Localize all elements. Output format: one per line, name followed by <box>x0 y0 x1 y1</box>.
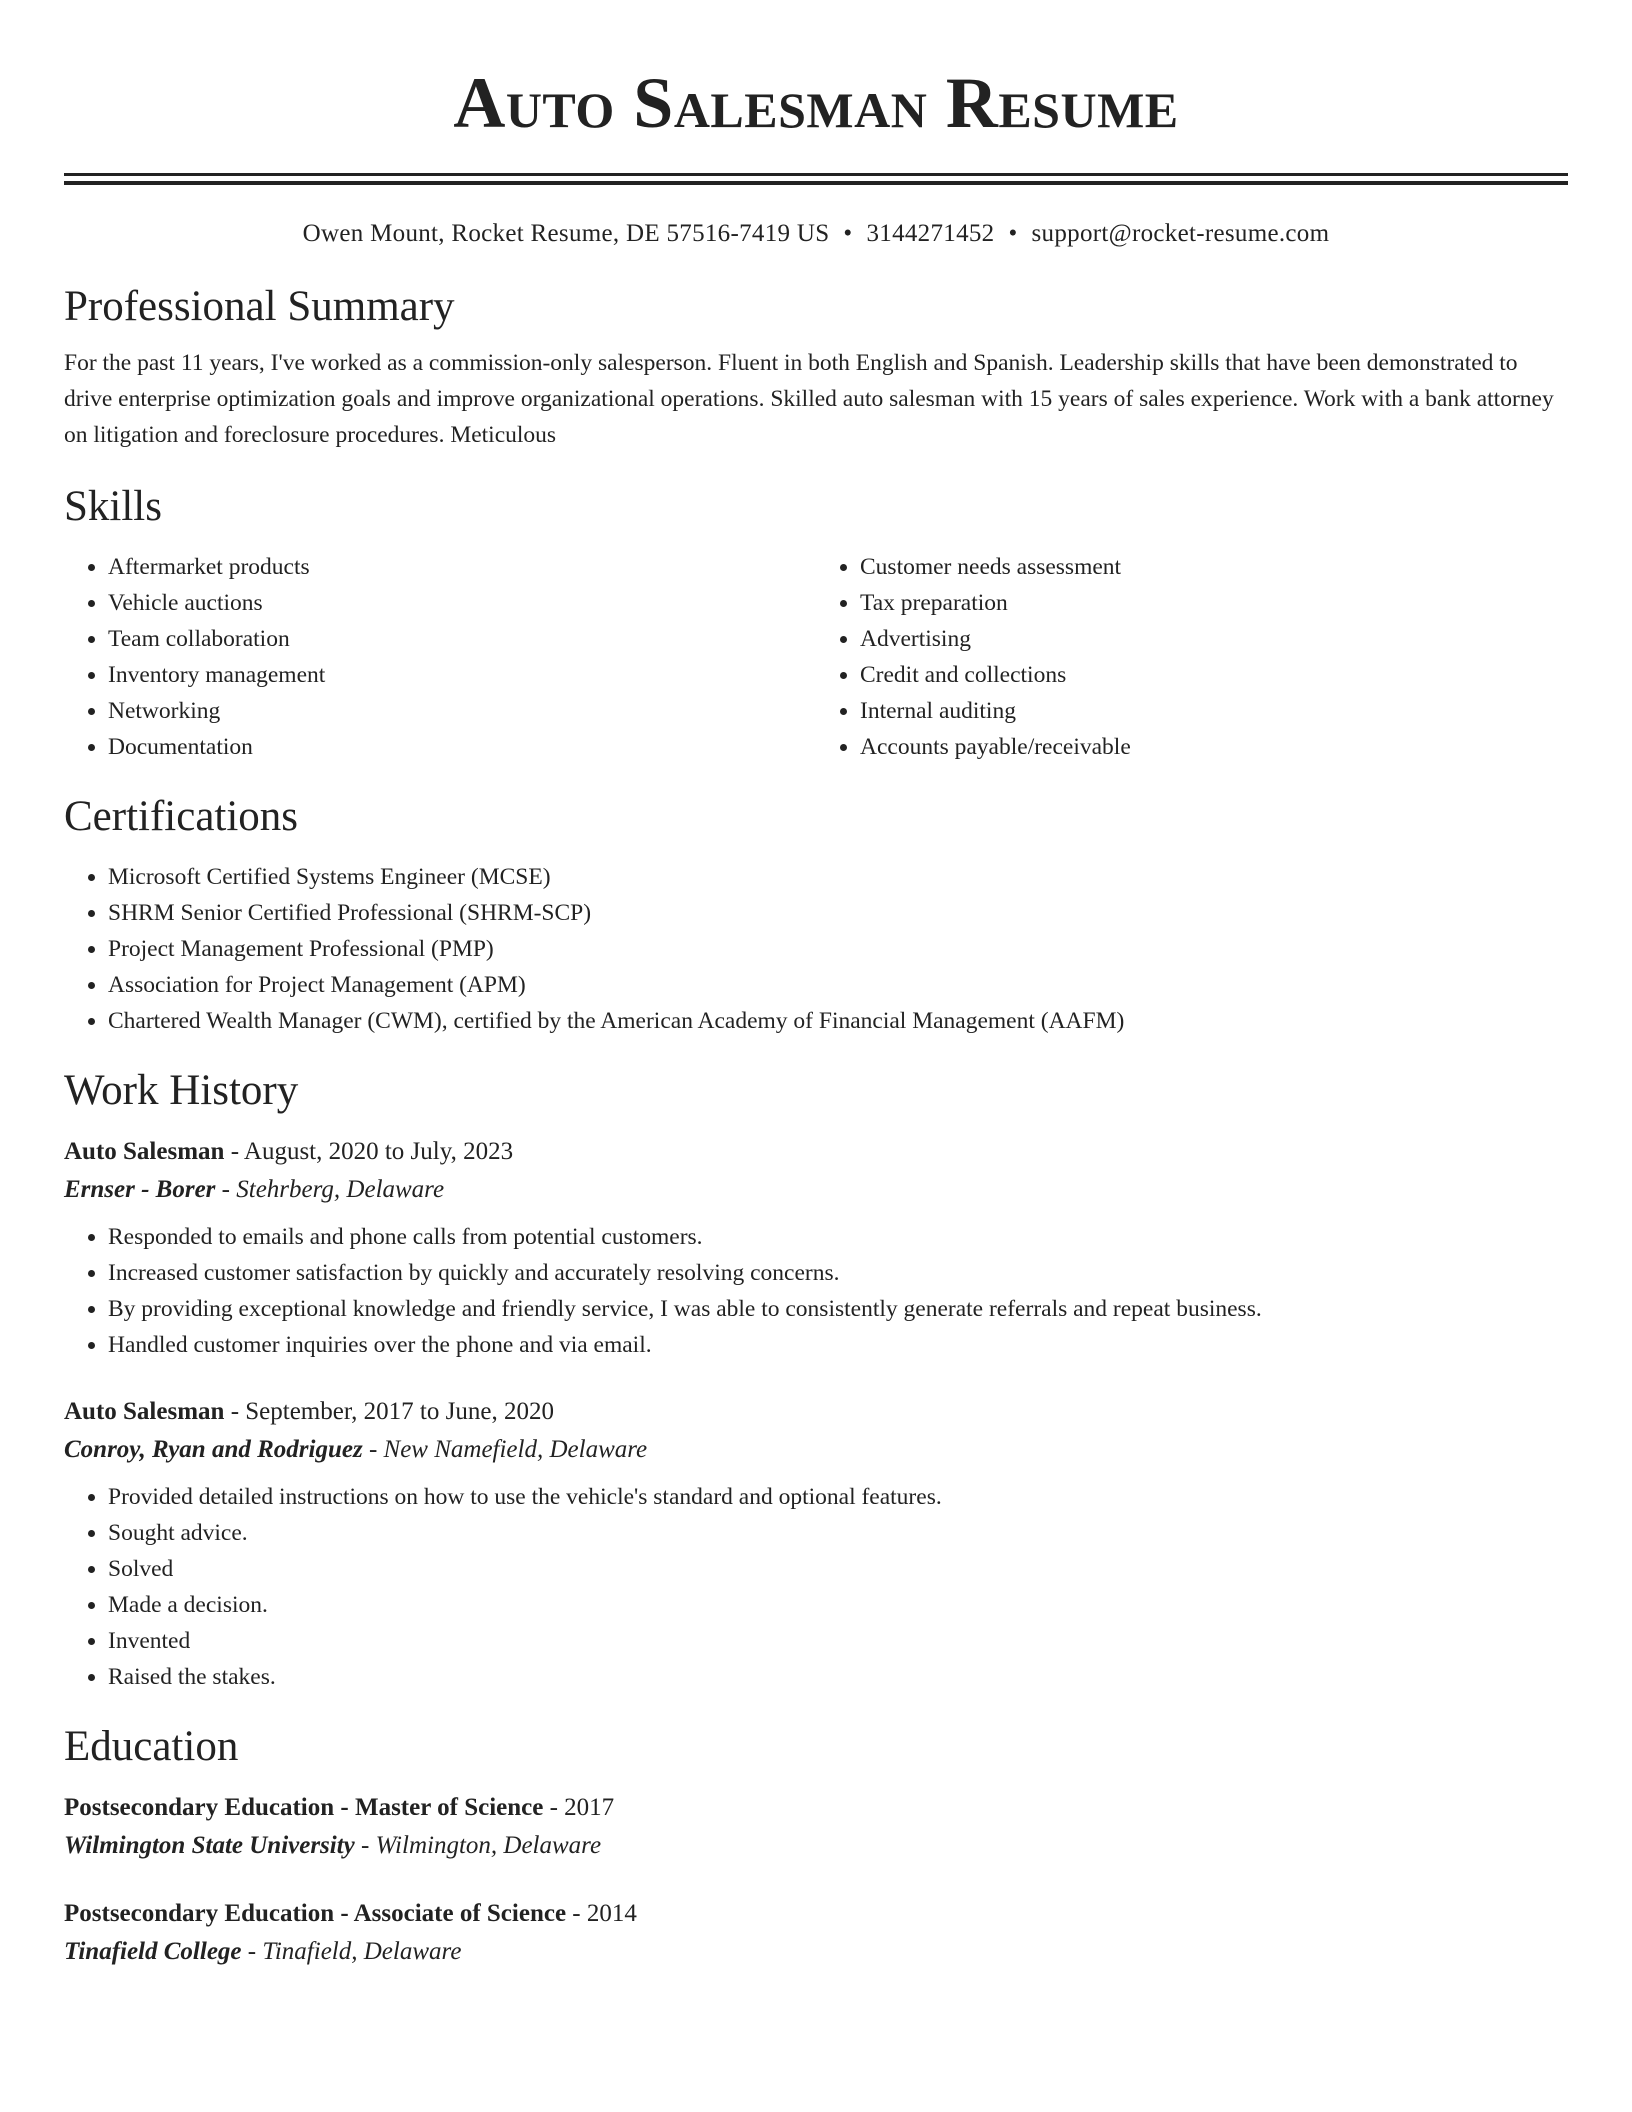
job-dates: - August, 2020 to July, 2023 <box>224 1138 514 1165</box>
job-company: Ernser - Borer <box>64 1176 216 1203</box>
job-duty-item: • Raised the stakes. <box>108 1659 1568 1695</box>
skills-list-right <box>816 549 1568 765</box>
certifications-heading: Certifications <box>64 793 299 840</box>
summary-section <box>64 279 1568 453</box>
skills-list-left <box>64 549 816 765</box>
skills-grid <box>64 549 1568 765</box>
job-duty-item: • Solved <box>108 1551 1568 1587</box>
contact-address: Owen Mount, Rocket Resume, DE 57516-7419 US <box>302 220 830 247</box>
certifications-section <box>64 789 1568 1039</box>
certification-item: • Chartered Wealth Manager (CWM), certified by the American Academy of Financial Management (AAFM) <box>108 1003 1568 1039</box>
contact-separator: • <box>843 220 853 247</box>
job-title-line <box>64 1133 1568 1171</box>
job-duty-item: • Invented <box>108 1623 1568 1659</box>
education-degree-line <box>64 1789 1568 1827</box>
skill-item: • Networking <box>108 693 816 729</box>
skill-item: • Tax preparation <box>860 585 1568 621</box>
skill-item: • Team collaboration <box>108 621 816 657</box>
skill-item: • Advertising <box>860 621 1568 657</box>
job-company-line <box>64 1171 1568 1209</box>
skill-item: • Customer needs assessment <box>860 549 1568 585</box>
job-duty-item: • Responded to emails and phone calls from potential customers. <box>108 1219 1568 1255</box>
summary-heading: Professional Summary <box>64 283 455 330</box>
job-duty-item: • Increased customer satisfaction by quickly and accurately resolving concerns. <box>108 1255 1568 1291</box>
summary-text: For the past 11 years, I've worked as a commission-only salesperson. Fluent in both English and Spanish. Leadership skills that have been demonstrated to drive enterprise optimization goals and improve organizational operations. Skilled auto salesman with 15 years of sales experience. Work with a bank attorney on litigation and foreclosure procedures. Meticulous <box>64 350 1554 448</box>
education-year: - 2017 <box>543 1794 615 1821</box>
job-duty-item: • Handled customer inquiries over the phone and via email. <box>108 1327 1568 1363</box>
certifications-list <box>64 859 1568 1039</box>
job-entry <box>64 1133 1568 1363</box>
job-dates: - September, 2017 to June, 2020 <box>224 1398 554 1425</box>
education-entry <box>64 1789 1568 1865</box>
contact-phone: 3144271452 <box>866 220 995 247</box>
work-history-section <box>64 1063 1568 1695</box>
skills-heading: Skills <box>64 483 162 530</box>
education-school-line <box>64 1827 1568 1865</box>
skills-section <box>64 479 1568 765</box>
education-degree: Postsecondary Education - Master of Science <box>64 1794 544 1821</box>
job-title: Auto Salesman <box>64 1138 225 1165</box>
education-heading: Education <box>64 1723 239 1770</box>
job-duties-list <box>64 1219 1568 1363</box>
job-duty-item: • Sought advice. <box>108 1515 1568 1551</box>
skill-item: • Inventory management <box>108 657 816 693</box>
education-school: Tinafield College <box>64 1938 242 1965</box>
skill-item: • Internal auditing <box>860 693 1568 729</box>
contact-separator: • <box>1008 220 1018 247</box>
job-duty-item: • Made a decision. <box>108 1587 1568 1623</box>
skill-item: • Credit and collections <box>860 657 1568 693</box>
job-location: - New Namefield, Delaware <box>362 1436 648 1463</box>
job-company: Conroy, Ryan and Rodriguez <box>64 1436 363 1463</box>
certification-item: • SHRM Senior Certified Professional (SHRM-SCP) <box>108 895 1568 931</box>
certification-item: • Association for Project Management (APM) <box>108 967 1568 1003</box>
skill-item: • Accounts payable/receivable <box>860 729 1568 765</box>
work-history-heading: Work History <box>64 1067 299 1114</box>
skill-item: • Vehicle auctions <box>108 585 816 621</box>
education-school: Wilmington State University <box>64 1832 355 1859</box>
contact-line <box>64 217 1568 251</box>
education-degree-line <box>64 1895 1568 1933</box>
education-school-line <box>64 1933 1568 1971</box>
job-duty-item: • Provided detailed instructions on how to use the vehicle's standard and optional features. <box>108 1479 1568 1515</box>
education-section <box>64 1719 1568 1971</box>
certification-item: • Project Management Professional (PMP) <box>108 931 1568 967</box>
job-entry <box>64 1393 1568 1695</box>
certification-item: • Microsoft Certified Systems Engineer (MCSE) <box>108 859 1568 895</box>
education-location: - Wilmington, Delaware <box>354 1832 602 1859</box>
job-company-line <box>64 1431 1568 1469</box>
skill-item: • Aftermarket products <box>108 549 816 585</box>
education-degree: Postsecondary Education - Associate of Science <box>64 1900 567 1927</box>
education-location: - Tinafield, Delaware <box>241 1938 462 1965</box>
title-divider <box>64 173 1568 185</box>
job-duty-item: • By providing exceptional knowledge and friendly service, I was able to consistently generate referrals and repeat business. <box>108 1291 1568 1327</box>
job-title-line <box>64 1393 1568 1431</box>
job-title: Auto Salesman <box>64 1398 225 1425</box>
skill-item: • Documentation <box>108 729 816 765</box>
job-location: - Stehrberg, Delaware <box>215 1176 445 1203</box>
education-entry <box>64 1895 1568 1971</box>
education-year: - 2014 <box>566 1900 637 1927</box>
resume-title: Auto Salesman Resume <box>453 63 1179 143</box>
contact-email: support@rocket-resume.com <box>1031 220 1330 247</box>
job-duties-list <box>64 1479 1568 1695</box>
